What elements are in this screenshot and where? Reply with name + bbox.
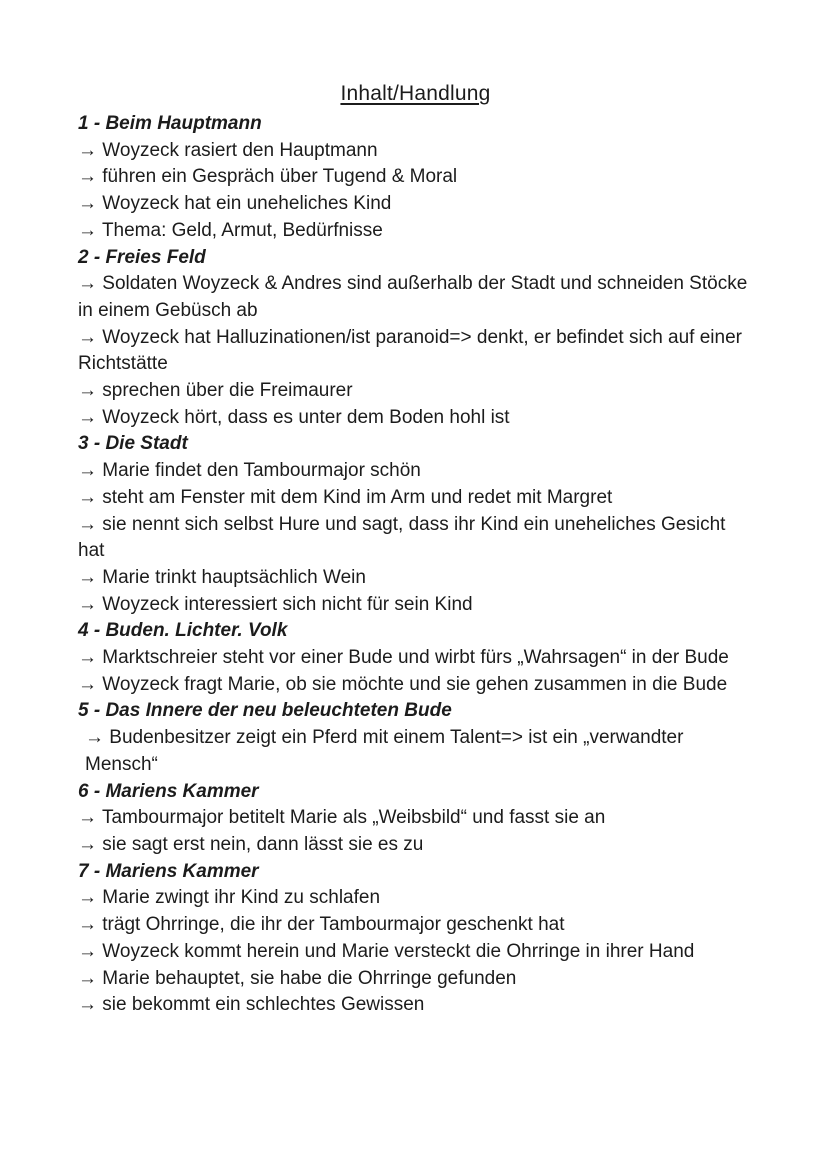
bullet-item: [78, 325, 753, 378]
section-heading: 1 - Beim Hauptmann: [78, 113, 262, 134]
item-text: Woyzeck interessiert sich nicht für sein Kind: [102, 593, 473, 615]
arrow-bullet-icon: →: [78, 914, 103, 936]
bullet-item: [78, 458, 753, 485]
arrow-bullet-icon: →: [85, 727, 110, 749]
arrow-bullet-icon: →: [78, 380, 103, 402]
arrow-bullet-icon: →: [78, 566, 103, 588]
bullet-item: [78, 565, 753, 592]
content-sections: [78, 111, 753, 1019]
arrow-bullet-icon: →: [78, 940, 103, 962]
item-text: Marie zwingt ihr Kind zu schlafen: [102, 887, 381, 909]
item-text: Woyzeck hat Halluzinationen/ist paranoid=> denkt, er befindet sich auf einer Richtstätte: [78, 326, 748, 375]
section-heading: 4 - Buden. Lichter. Volk: [78, 620, 288, 642]
bullet-item: [78, 672, 753, 699]
bullet-item: [78, 992, 753, 1019]
item-text: führen ein Gespräch über Tugend & Moral: [102, 166, 458, 188]
page-title: Inhalt/Handlung: [340, 82, 491, 105]
arrow-bullet-icon: →: [78, 673, 103, 695]
arrow-bullet-icon: →: [78, 193, 103, 215]
arrow-bullet-icon: →: [78, 460, 103, 482]
item-text: Marie findet den Tambourmajor schön: [102, 460, 421, 482]
bullet-item: [78, 832, 753, 859]
bullet-item: [78, 191, 753, 218]
bullet-item: [78, 512, 753, 565]
arrow-bullet-icon: →: [78, 887, 103, 909]
section-heading: 3 - Die Stadt: [78, 433, 188, 455]
item-text: sprechen über die Freimaurer: [102, 380, 353, 402]
arrow-bullet-icon: →: [78, 139, 103, 161]
arrow-bullet-icon: →: [78, 807, 102, 829]
arrow-bullet-icon: →: [78, 406, 103, 428]
arrow-bullet-icon: →: [78, 326, 103, 348]
arrow-bullet-icon: →: [78, 513, 103, 535]
bullet-item: [78, 592, 753, 619]
item-text: Woyzeck hört, dass es unter dem Boden hohl ist: [102, 406, 510, 428]
arrow-bullet-icon: →: [78, 647, 103, 669]
bullet-item: [78, 271, 753, 324]
item-text: Marie trinkt hauptsächlich Wein: [102, 566, 366, 588]
arrow-bullet-icon: →: [78, 593, 103, 615]
item-text: Woyzeck kommt herein und Marie versteckt die Ohrringe in ihrer Hand: [102, 940, 695, 962]
bullet-item: [78, 218, 753, 245]
item-text: Marktschreier steht vor einer Bude und wirbt fürs „Wahrsagen“ in der Bude: [102, 647, 729, 669]
item-text: Marie behauptet, sie habe die Ohrringe gefunden: [102, 967, 517, 989]
item-text: sie sagt erst nein, dann lässt sie es zu: [102, 833, 424, 855]
section-heading: 2 - Freies Feld: [78, 246, 206, 268]
arrow-bullet-icon: →: [78, 833, 103, 855]
item-text: trägt Ohrringe, die ihr der Tambourmajor geschenkt hat: [102, 914, 565, 936]
bullet-item: [78, 939, 753, 966]
item-text: Tambourmajor betitelt Marie als „Weibsbild“ und fasst sie an: [101, 807, 606, 829]
item-text: Woyzeck fragt Marie, ob sie möchte und sie gehen zusammen in die Bude: [102, 673, 728, 695]
bullet-item: [78, 805, 753, 832]
bullet-item: [78, 885, 753, 912]
bullet-item: [78, 725, 753, 778]
item-text: Thema: Geld, Armut, Bedürfnisse: [101, 219, 383, 241]
item-text: Budenbesitzer zeigt ein Pferd mit einem Talent=> ist ein „verwandter Mensch“: [85, 727, 689, 775]
bullet-item: [78, 966, 753, 993]
arrow-bullet-icon: →: [78, 219, 102, 241]
item-text: Soldaten Woyzeck & Andres sind außerhalb der Stadt und schneiden Stöcke in einem Gebüsch ab: [78, 273, 753, 321]
arrow-bullet-icon: →: [78, 166, 103, 188]
bullet-item: [78, 138, 753, 165]
section-heading: 5 - Das Innere der neu beleuchteten Bude: [78, 700, 452, 722]
item-text: sie nennt sich selbst Hure und sagt, dass ihr Kind ein uneheliches Gesicht hat: [78, 513, 731, 562]
bullet-item: [78, 485, 753, 512]
arrow-bullet-icon: →: [78, 967, 103, 989]
arrow-bullet-icon: →: [78, 273, 103, 295]
section-heading: 7 - Mariens Kammer: [78, 860, 259, 882]
item-text: steht am Fenster mit dem Kind im Arm und redet mit Margret: [102, 486, 613, 508]
item-text: sie bekommt ein schlechtes Gewissen: [102, 994, 425, 1016]
bullet-item: [78, 378, 753, 405]
section-heading: 6 - Mariens Kammer: [78, 780, 259, 802]
bullet-item: [78, 405, 753, 432]
item-text: Woyzeck hat ein uneheliches Kind: [102, 193, 392, 215]
arrow-bullet-icon: →: [78, 994, 103, 1016]
bullet-item: [78, 645, 753, 672]
bullet-item: [78, 912, 753, 939]
arrow-bullet-icon: →: [78, 486, 103, 508]
item-text: Woyzeck rasiert den Hauptmann: [102, 139, 378, 161]
bullet-item: [78, 164, 753, 191]
